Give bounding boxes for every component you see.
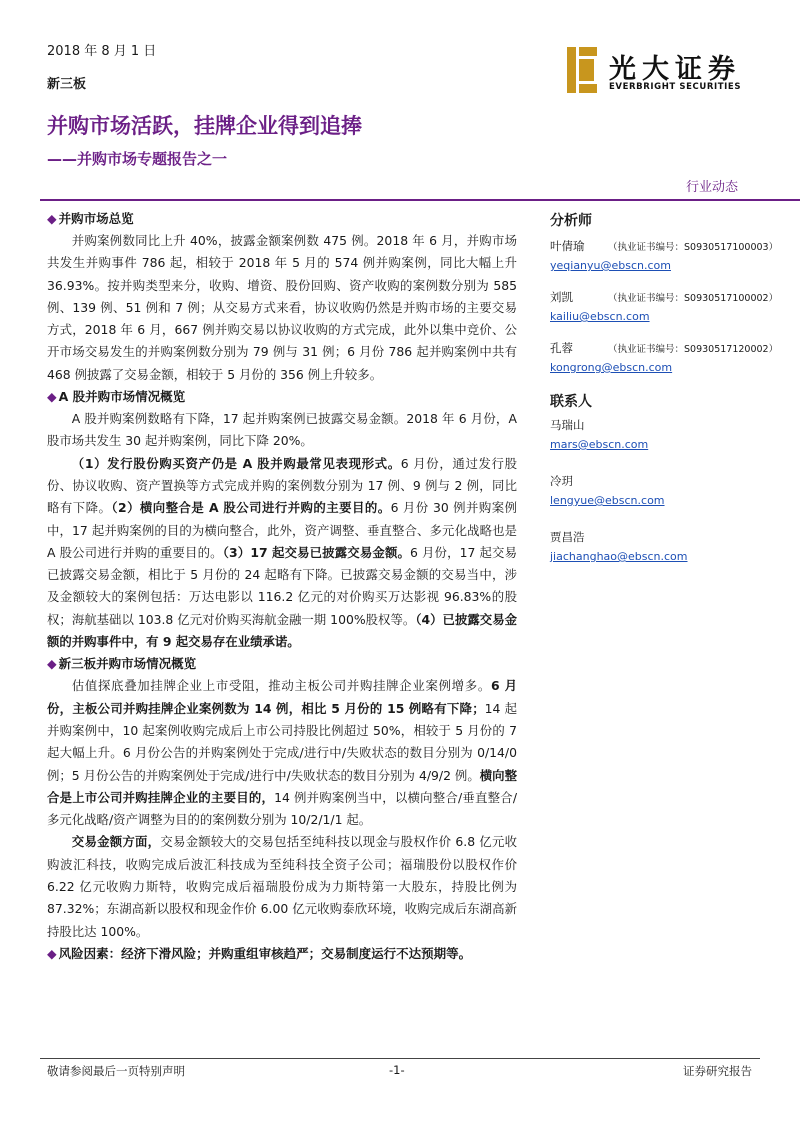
disclaimer-note: 敬请参阅最后一页特别声明 (47, 1064, 185, 1078)
body-paragraph (47, 230, 517, 386)
section-heading-text: 新三板并购市场情况概览 (58, 656, 197, 672)
bold-text-run: （1）发行股份购买资产仍是 A 股并购最常见表现形式。 (71, 455, 401, 471)
body-paragraph (47, 675, 517, 831)
body-paragraph (47, 453, 517, 654)
analyst-entry (550, 289, 779, 325)
analysts-heading: 分析师 (550, 213, 592, 229)
analyst-list (550, 238, 779, 376)
contacts-heading: 联系人 (550, 394, 592, 410)
contact-entry (550, 473, 770, 509)
contact-name: 冷玥 (550, 474, 573, 488)
contact-entry (550, 417, 770, 453)
header-divider (40, 199, 800, 201)
contact-email-link[interactable]: lengyue@ebscn.com (550, 494, 665, 507)
analyst-entry (550, 238, 779, 274)
report-type: 行业动态 (685, 180, 738, 195)
contact-name: 贾昌浩 (550, 530, 585, 544)
analyst-license: （执业证书编号：S0930517100003） (608, 242, 779, 253)
bold-text-run: 6 月份，主板公司并购挂牌企业案例数为 14 例，相比 5 月份的 15 例略有下降； (47, 678, 518, 716)
analyst-license: （执业证书编号：S0930517120002） (608, 344, 779, 355)
analyst-name: 叶倩瑜 (550, 239, 585, 253)
contact-email-link[interactable]: mars@ebscn.com (550, 438, 649, 451)
risk-factors (47, 943, 517, 965)
footer-divider (40, 1058, 760, 1059)
logo-english-name: EVERBRIGHT SECURITIES (609, 82, 742, 92)
text-run: 14 例并购案例当中，以横向整合/垂直整合/多元化战略/资产调整为目的的案例数分别为 10/2/1/1 起。 (47, 789, 518, 828)
text-run: 估值探底叠加挂牌企业上市受阻，推动主板公司并购挂牌企业案例增多。 (71, 678, 491, 694)
diamond-bullet-icon: ◆ (47, 211, 57, 226)
analyst-email-link[interactable]: kailiu@ebscn.com (550, 310, 650, 323)
diamond-bullet-icon: ◆ (47, 656, 57, 672)
bold-text-run: （2）横向整合是 A 股公司进行并购的主要目的。 (111, 500, 391, 516)
board-label: 新三板 (47, 77, 87, 92)
section-heading-text: A 股并购市场情况概览 (58, 389, 186, 405)
report-subtitle: ——并购市场专题报告之一 (47, 150, 228, 168)
text-run: 6 月份 30 例并购案例中，17 起并购案例的目的为横向整合，此外，资产调整、垂直整合、多元化战略也是 A 股公司进行并购的重要目的。 (47, 500, 518, 560)
bold-text-run: （3）17 起交易已披露交易金额。 (222, 544, 411, 560)
page-number: -1- (389, 1063, 405, 1077)
analyst-license: （执业证书编号：S0930517100002） (608, 293, 779, 304)
analyst-email-link[interactable]: yeqianyu@ebscn.com (550, 259, 671, 272)
logo-mark-icon (567, 47, 597, 93)
bold-text-run: （4）已披露交易金额的并购事件中，有 9 起交易存在业绩承诺。 (47, 611, 517, 650)
report-category: 证券研究报告 (683, 1064, 752, 1078)
contact-email-link[interactable]: jiachanghao@ebscn.com (550, 550, 688, 563)
report-title: 并购市场活跃，挂牌企业得到追捧 (47, 114, 362, 138)
analyst-name: 孔蓉 (550, 341, 573, 355)
report-date: 2018 年 8 月 1 日 (47, 44, 157, 59)
logo-chinese-name: 光大证券 (609, 54, 741, 85)
company-logo (567, 47, 757, 97)
body-paragraph (47, 831, 517, 942)
diamond-bullet-icon: ◆ (47, 389, 57, 405)
bold-text-run: 交易金额方面， (71, 834, 161, 850)
text-run: 6 月份，通过发行股份、协议收购、资产置换等方式完成并购的案例数分别为 17 例、9 例与 2 例，同比略有下降。 (47, 455, 517, 516)
analyst-name: 刘凯 (550, 290, 573, 304)
diamond-bullet-icon: ◆ (47, 945, 57, 961)
text-run: 并购案例数同比上升 40%，披露金额案例数 475 例。2018 年 6 月，并购市场共发生并购事件 786 起，相较于 2018 年 5 月的 574 例并购案例，同比大幅上升 36.93%。按并购类型来分，收购、增资、股份回购、资产收购的案例数分别为 585 例、139 例、51 例和 7 例；从交易方式来看，协议收购仍然是并购市场的主要交易方式，2018 年 6 月，667 例并购交易以协议收购的方式完成，此外以集中竞价、公开市场交易发生的并购案例数分别为 79 例与 31 例；6 月份 786 起并购案例中共有 468 例披露了交易金额，相较于 5 月份的 356 例上升较多。 (47, 233, 517, 382)
bold-text-run: 横向整合是上市公司并购挂牌企业的主要目的， (47, 767, 517, 805)
contact-entry (550, 529, 770, 565)
text-run: 14 起并购案例中，10 起案例收购完成后上市公司持股比例超过 50%，相较于 5 月份的 7 起大幅上升。6 月份公告的并购案例处于完成/进行中/失败状态的数目分别为 0/14/0 例；5 月份公告的并购案例处于完成/进行中/失败状态的数目分别为 4/9/2 例。 (47, 700, 517, 783)
text-run: 交易金额较大的交易包括至纯科技以现金与股权作价 6.8 亿元收购波汇科技，收购完成后波汇科技成为至纯科技全资子公司；福瑞股份以股权作价 6.22 亿元收购力斯特，收购完成后福瑞股份成为力斯特第一大股东，持股比例为 87.32%；东湖高新以股权和现金作价 6.00 亿元收购泰欣环境，收购完成后东湖高新持股比达 100%。 (47, 834, 517, 939)
sidebar (550, 210, 779, 585)
section-heading (47, 386, 517, 408)
section-heading-text: 并购市场总览 (58, 211, 134, 226)
section-heading (47, 653, 517, 675)
risk-factors-text: 风险因素：经济下滑风险；并购重组审核趋严；交易制度运行不达预期等。 (58, 945, 472, 961)
text-run: 6 月份，17 起交易已披露交易金额，相比于 5 月份的 24 起略有下降。已披露交易金额的交易当中，涉及金额较大的案例包括：万达电影以 116.2 亿元的对价购买万达影视 96.83%的股权；海航基础以 103.8 亿元对价购买海航金融一期 100%股权等。 (47, 544, 517, 627)
text-run: A 股并购案例数略有下降，17 起并购案例已披露交易金额。2018 年 6 月份，A 股市场共发生 30 起并购案例，同比下降 20%。 (47, 411, 517, 449)
analyst-entry (550, 340, 779, 376)
main-column (47, 208, 517, 965)
contact-name: 马瑞山 (550, 418, 585, 432)
section-heading (47, 208, 517, 230)
analyst-email-link[interactable]: kongrong@ebscn.com (550, 361, 673, 374)
body-paragraph (47, 408, 517, 453)
